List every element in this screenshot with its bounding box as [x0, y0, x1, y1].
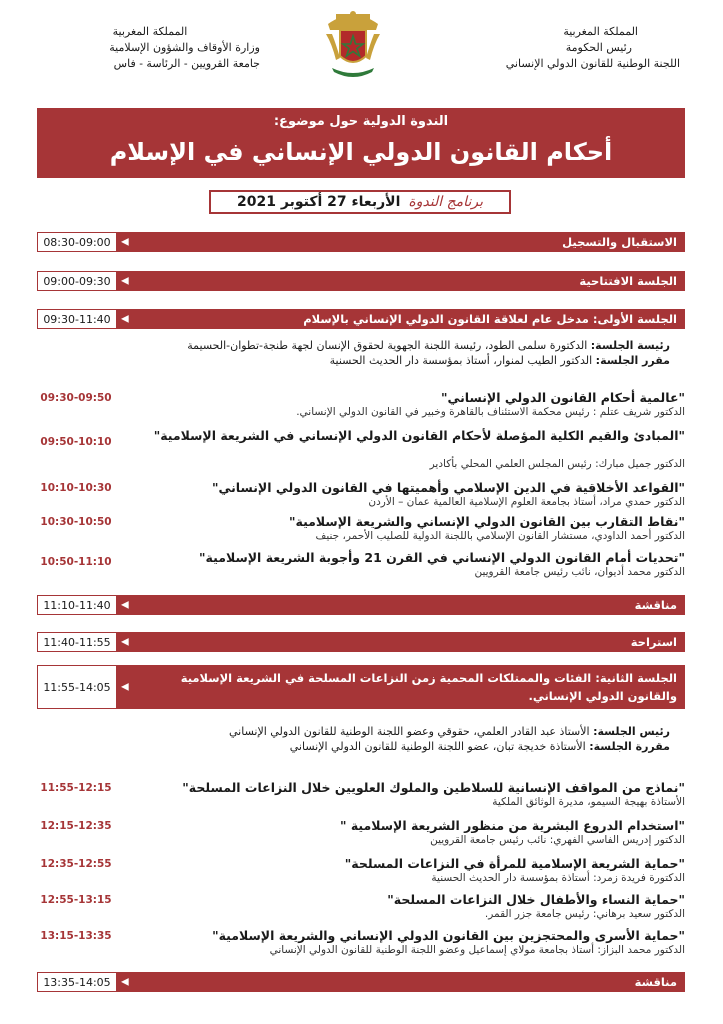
list-item: [37, 480, 685, 510]
rapporteur-label: مقرر الجلسة:: [595, 354, 670, 367]
header-right: [440, 24, 680, 72]
arrow-left-icon: ◀: [121, 599, 129, 611]
talk-time: 11:55-12:15: [40, 782, 112, 794]
talk-title: "نماذج من المواقف الإنسانية للسلاطين والملوك العلويين خلال النزاعات المسلحة": [182, 780, 685, 795]
list-item: [37, 428, 685, 472]
schedule-bar-session-2: [37, 665, 685, 709]
list-item: [37, 856, 685, 886]
talk-speaker: الدكتور أحمد الداودي، مستشار القانون الإسلامي باللجنة الدولية للصليب الأحمر، جنيف: [315, 530, 685, 542]
bar-label: استراحة: [630, 635, 677, 649]
bar-label: مناقشة: [634, 598, 677, 612]
session-2-chair: [40, 724, 670, 739]
bar-time: 09:30-11:40: [37, 309, 117, 329]
session-1-rapporteur: [60, 353, 670, 368]
header-right-line-2: رئيس الحكومة: [565, 41, 632, 54]
schedule-bar-opening: [37, 271, 685, 291]
bar-label: الاستقبال والتسجيل: [562, 235, 677, 249]
program-label: برنامج الندوة: [408, 194, 483, 210]
talk-speaker: الأستاذة بهيجة السيمو، مديرة الوثائق الملكية: [492, 796, 685, 808]
header-right-line-3: اللجنة الوطنية للقانون الدولي الإنساني: [505, 57, 680, 70]
talk-time: 12:15-12:35: [40, 820, 112, 832]
header-left-line-2: وزارة الأوقاف والشؤون الإسلامية: [109, 41, 260, 54]
talk-title: "حماية النساء والأطفال خلال النزاعات المسلحة": [387, 892, 685, 907]
talk-title: "تحديات أمام القانون الدولي الإنساني في القرن 21 وأجوبة الشريعة الإسلامية": [199, 550, 685, 565]
talk-speaker: الدكتور محمد البزاز: أستاذ بجامعة مولاي إسماعيل وعضو اللجنة الوطنية للقانون الدولي الإنساني: [269, 944, 685, 956]
list-item: [37, 514, 685, 544]
bar-time: 13:35-14:05: [37, 972, 117, 992]
program-date: الأربعاء 27 أكتوبر 2021: [237, 194, 401, 210]
talk-title: "حماية الشريعة الإسلامية للمرأة في النزاعات المسلحة": [344, 856, 685, 871]
talk-speaker: الدكتور إدريس الفاسي الفهري: نائب رئيس جامعة القرويين: [430, 834, 685, 846]
header-left-line-1: المملكة المغربية: [112, 25, 188, 38]
chair-label: رئيسة الجلسة:: [590, 339, 670, 352]
talk-time: 12:55-13:15: [40, 894, 112, 906]
arrow-left-icon: ◀: [121, 636, 129, 648]
bar-time: 11:55-14:05: [37, 665, 117, 709]
arrow-left-icon: ◀: [121, 976, 129, 988]
talk-title: "استخدام الدروع البشرية من منظور الشريعة الإسلامية ": [339, 818, 685, 833]
talk-speaker: الدكتور سعيد برهاني: رئيس جامعة جزر القمر.: [484, 908, 685, 920]
rapporteur-name: الأستاذة خديجة تبان، عضو اللجنة الوطنية للقانون الدولي الإنساني: [289, 740, 586, 753]
header-right-line-1: المملكة المغربية: [563, 25, 638, 38]
schedule-bar-session-1: [37, 309, 685, 329]
session-2-rapporteur: [40, 739, 670, 754]
chair-name: الأستاذ عبد القادر العلمي، حقوقي وعضو اللجنة الوطنية للقانون الدولي الإنساني: [229, 725, 590, 738]
list-item: [37, 550, 685, 582]
schedule-bar-break: [37, 632, 685, 652]
schedule-bar-discussion-1: [37, 595, 685, 615]
rapporteur-label: مقررة الجلسة:: [589, 740, 670, 753]
arrow-left-icon: ◀: [121, 275, 129, 287]
bar-time: 11:40-11:55: [37, 632, 117, 652]
chair-name: الدكتورة سلمى الطود، رئيسة اللجنة الجهوية لحقوق الإنسان لجهة طنجة-تطوان-الحسيمة: [187, 339, 588, 352]
talk-speaker: الدكتور جميل مبارك: رئيس المجلس العلمي المحلي بأكادير: [429, 458, 685, 470]
talk-title: "عالمية أحكام القانون الدولي الإنساني": [440, 390, 685, 405]
talk-time: 13:15-13:35: [40, 930, 112, 942]
talk-title: "نقاط التقارب بين القانون الدولي الإنساني والشريعة الإسلامية": [288, 514, 685, 529]
talk-speaker: الدكتورة فريدة زمرد: أستاذة بمؤسسة دار الحديث الحسنية: [431, 872, 685, 884]
coat-of-arms-emblem: [322, 10, 384, 80]
bar-time: 09:00-09:30: [37, 271, 117, 291]
list-item: [37, 892, 685, 922]
talk-time: 12:35-12:55: [40, 858, 112, 870]
header-left: [60, 24, 260, 72]
talk-time: 10:50-11:10: [40, 556, 112, 568]
arrow-left-icon: ◀: [121, 236, 129, 248]
arrow-left-icon: ◀: [121, 681, 129, 693]
session-1-chair: [60, 338, 670, 353]
bar-time: 11:10-11:40: [37, 595, 117, 615]
schedule-bar-discussion-2: [37, 972, 685, 992]
talk-speaker: الدكتور شريف عتلم : رئيس محكمة الاستئناف بالقاهرة وخبير في القانون الدولي الإنساني.: [296, 406, 685, 418]
bar-label: الجلسة الافتتاحية: [579, 274, 677, 288]
schedule-bar-registration: [37, 232, 685, 252]
title-subtitle: الندوة الدولية حول موضوع:: [273, 114, 449, 129]
chair-label: رئيس الجلسة:: [593, 725, 670, 738]
header-left-line-3: جامعة القرويين - الرئاسة - فاس: [113, 57, 260, 70]
talk-time: 10:10-10:30: [40, 482, 112, 494]
talk-time: 10:30-10:50: [40, 516, 112, 528]
title-banner: [37, 108, 685, 178]
talk-title: "حماية الأسرى والمحتجزين بين القانون الدولي الإنساني والشريعة الإسلامية": [212, 928, 685, 943]
talk-title: "القواعد الأخلاقية في الدين الإسلامي وأهميتها في القانون الدولي الإنساني": [211, 480, 685, 495]
session-1-officers: [60, 338, 670, 368]
talk-speaker: الدكتور حمدي مراد، أستاذ بجامعة العلوم الإسلامية العالمية عمان – الأردن: [368, 496, 685, 508]
title-main: أحكام القانون الدولي الإنساني في الإسلام: [109, 138, 613, 166]
talk-speaker: الدكتور محمد أديوان، نائب رئيس جامعة القرويين: [474, 566, 685, 578]
session-2-officers: [40, 724, 670, 754]
bar-time: 08:30-09:00: [37, 232, 117, 252]
bar-label: الجلسة الأولى: مدخل عام لعلاقة القانون الدولي الإنساني بالإسلام: [303, 312, 677, 326]
list-item: [37, 780, 685, 810]
talk-time: 09:30-09:50: [40, 392, 112, 404]
arrow-left-icon: ◀: [121, 313, 129, 325]
list-item: [37, 818, 685, 848]
talk-time: 09:50-10:10: [40, 436, 112, 448]
list-item: [37, 928, 685, 960]
program-date-box: [209, 190, 511, 214]
bar-label: الجلسة الثانية: الفئات والممتلكات المحمية زمن النزاعات المسلحة في الشريعة الإسلامية والقانون الدولي الإنساني.: [180, 671, 677, 703]
talk-title: "المبادئ والقيم الكلية المؤصلة لأحكام القانون الدولي الإنساني في الشريعة الإسلامية": [153, 428, 685, 443]
list-item: [37, 390, 685, 420]
bar-label: مناقشة: [634, 975, 677, 989]
rapporteur-name: الدكتور الطيب لمنوار، أستاذ بمؤسسة دار الحديث الحسنية: [329, 354, 593, 367]
